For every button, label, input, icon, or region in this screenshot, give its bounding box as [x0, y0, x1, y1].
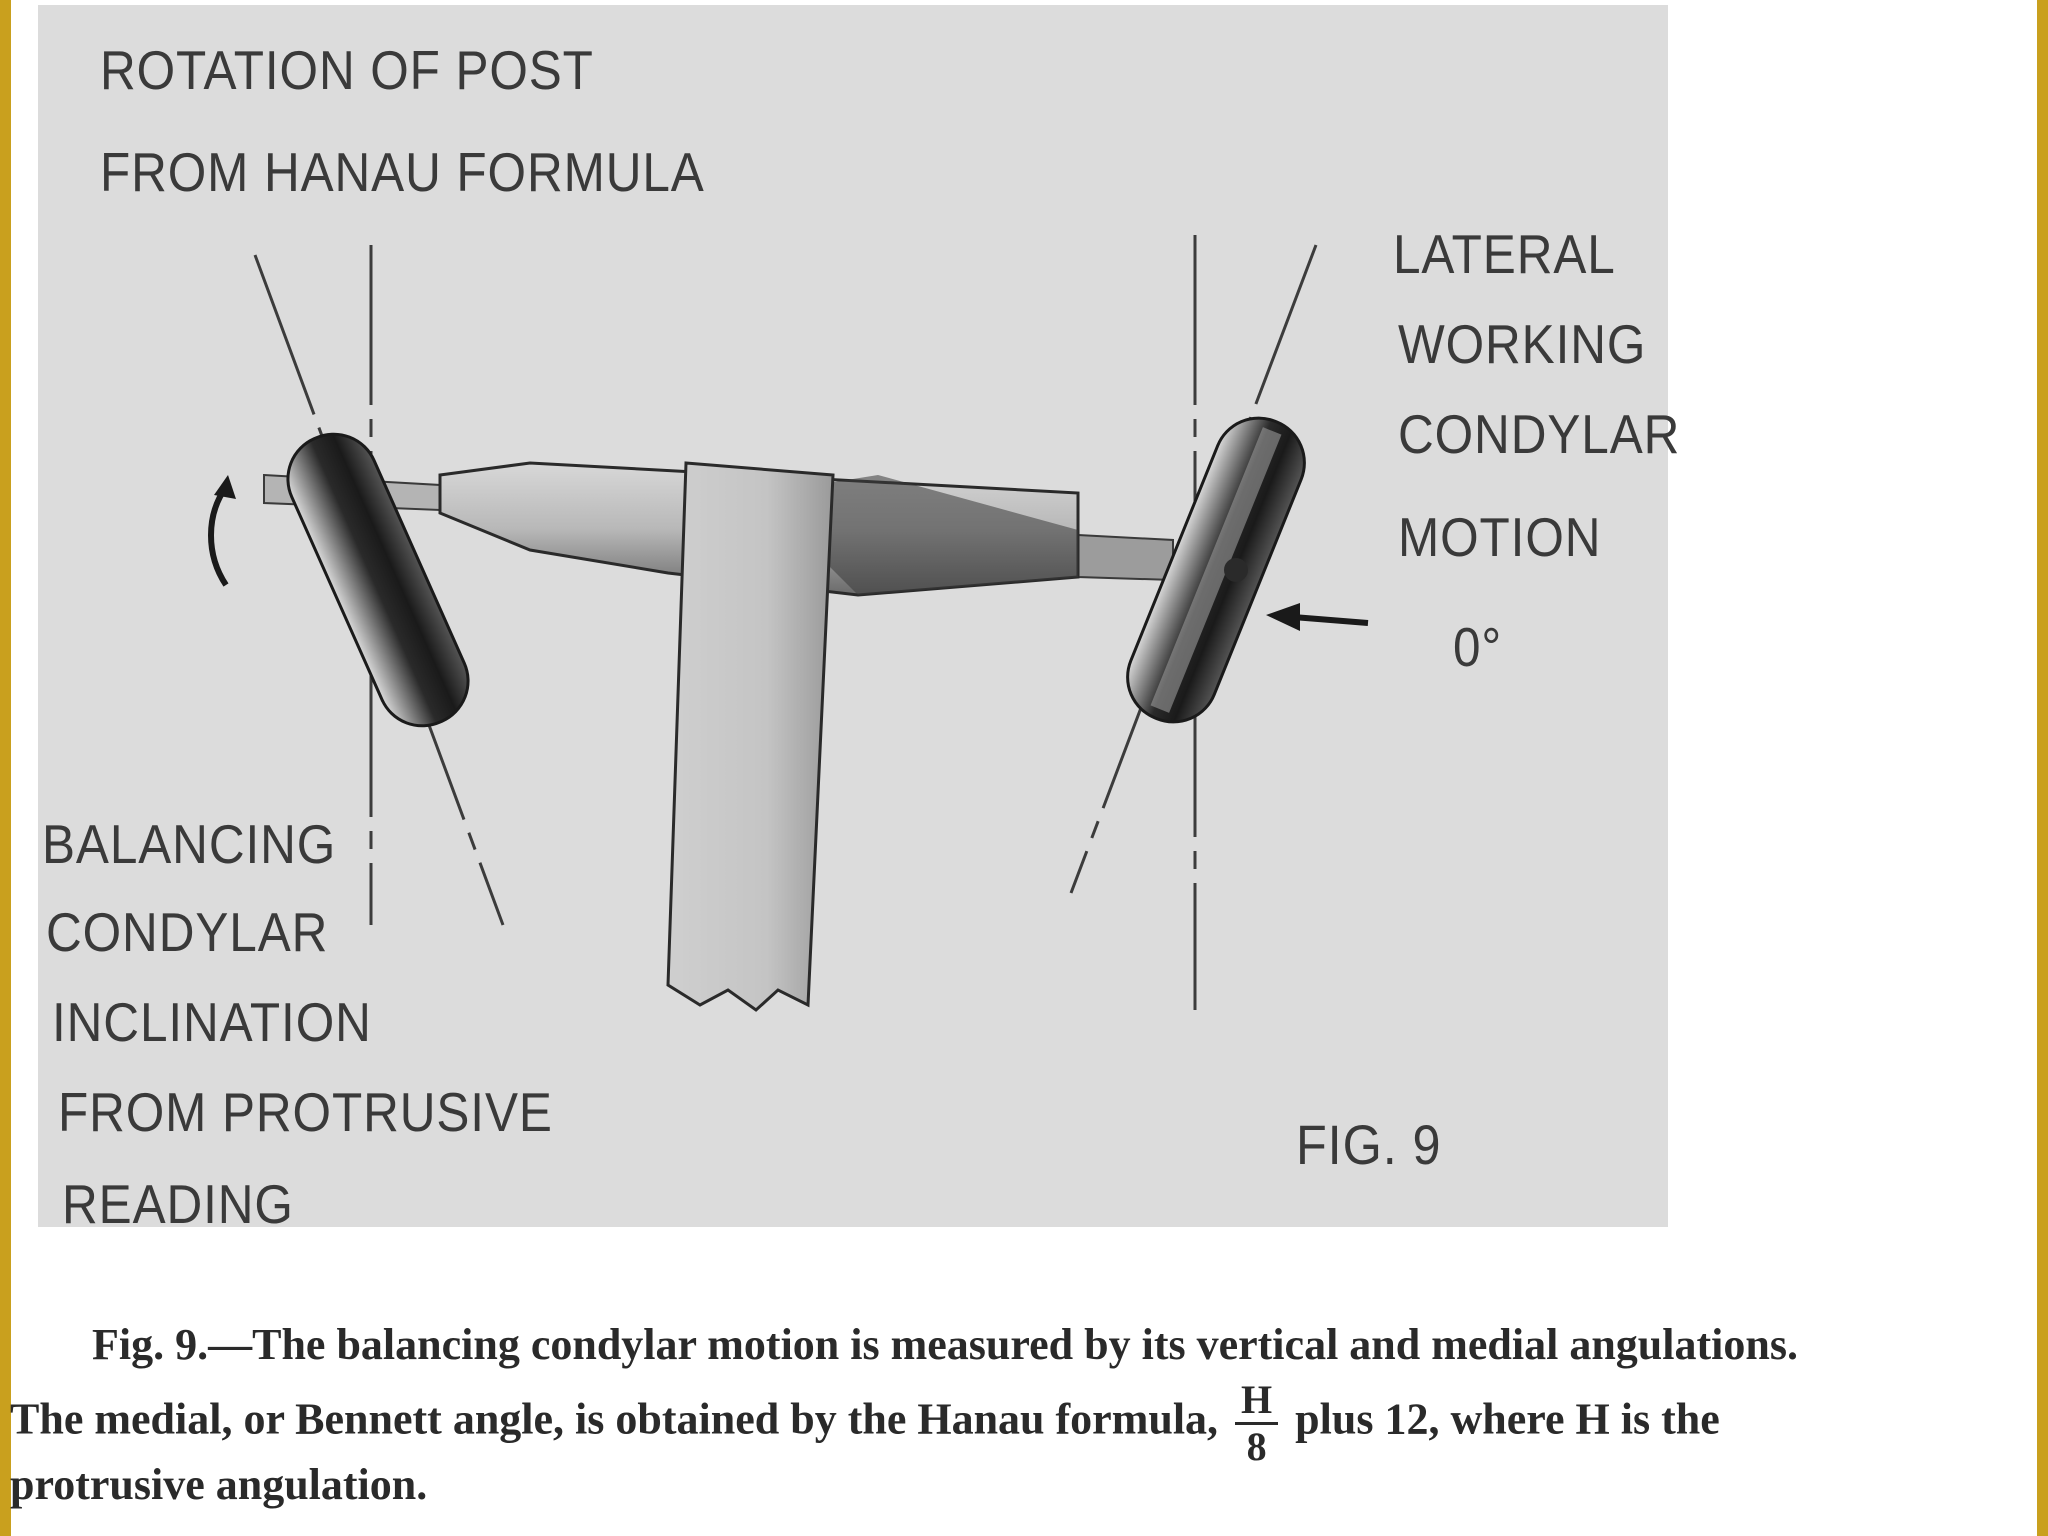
label-lateral-line1: LATERAL [1393, 223, 1616, 285]
figure-panel [38, 5, 1681, 1235]
figure-number: FIG. 9 [1296, 1113, 1442, 1176]
label-balancing-line4: FROM PROTRUSIVE [58, 1081, 553, 1143]
lateral-arrowhead [1266, 603, 1300, 631]
label-rotation-line2: FROM HANAU FORMULA [100, 141, 705, 203]
label-balancing-line3: INCLINATION [52, 991, 372, 1053]
label-lateral-line4: MOTION [1398, 506, 1602, 568]
caption-line-2 [10, 1377, 1995, 1469]
label-degree: 0° [1453, 616, 1503, 678]
fraction-numerator: H [1235, 1380, 1278, 1425]
left-condyle [274, 420, 482, 740]
rotation-arrowhead [214, 475, 236, 499]
lateral-arrow-shaft [1293, 617, 1368, 623]
post [668, 463, 833, 1010]
left-border [0, 0, 11, 1536]
label-lateral-line3: CONDYLAR [1398, 403, 1681, 465]
label-rotation-line1: ROTATION OF POST [100, 39, 594, 101]
label-lateral-line2: WORKING [1398, 313, 1647, 375]
caption-line-2-end: plus 12, where H is the [1295, 1394, 1720, 1444]
label-balancing-line2: CONDYLAR [46, 901, 329, 963]
label-balancing-line1: BALANCING [42, 813, 337, 875]
figure-caption [10, 1310, 1995, 1520]
label-balancing-line5: READING [62, 1173, 294, 1235]
fraction-denominator: 8 [1246, 1424, 1267, 1469]
caption-line-1: Fig. 9.—The balancing condylar motion is measured by its vertical and medial angulations. [92, 1320, 1798, 1369]
caption-line-2-start: The medial, or Bennett angle, is obtained by the Hanau formula, [10, 1394, 1219, 1444]
caption-line-3: protrusive angulation. [10, 1460, 428, 1509]
right-condyle-pin [1224, 558, 1248, 582]
right-axle-rod [1078, 535, 1173, 580]
right-border [2037, 0, 2048, 1536]
rotation-arrow [211, 487, 226, 585]
